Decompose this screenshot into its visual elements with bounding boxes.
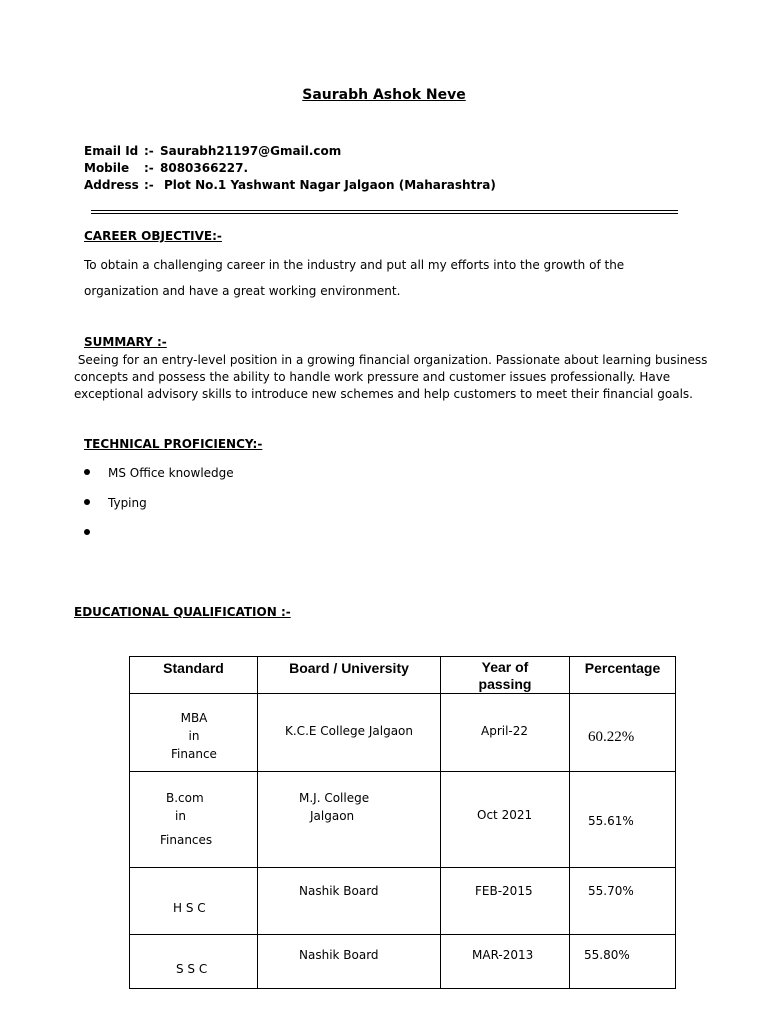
board-text: Nashik Board [299,884,379,898]
year-text: Oct 2021 [477,808,533,822]
standard-text: Finance [171,747,217,761]
board-cell [258,935,441,989]
contact-label: Mobile [84,161,130,175]
year-text: April-22 [481,724,529,738]
summary-line: concepts and possess the ability to handle work pressure and customer issues professionally. Have [74,370,671,384]
email-value: Saurabh21197@Gmail.com [160,144,342,158]
address-value: Plot No.1 Yashwant Nagar Jalgaon (Maharashtra) [164,178,496,192]
technical-proficiency-heading: TECHNICAL PROFICIENCY:- [84,437,263,451]
contact-email-row [84,143,496,160]
board-cell [258,772,441,868]
header-divider-bottom [91,213,678,214]
standard-cell [130,694,258,772]
percentage-text: 55.61% [588,814,634,828]
contact-details [84,143,496,194]
education-table [129,656,676,989]
percentage-text: 55.80% [584,948,630,962]
educational-qualification-heading: EDUCATIONAL QUALIFICATION :- [74,605,291,619]
bullet-icon [84,469,90,475]
column-header-percentage: Percentage [570,657,676,694]
career-objective-line: organization and have a great working environment. [84,284,401,298]
year-text: FEB-2015 [475,884,533,898]
summary-line: Seeing for an entry-level position in a growing financial organization. Passionate about learning business [74,353,708,367]
contact-address-row [84,177,496,194]
board-text: K.C.E College Jalgaon [285,724,414,738]
percentage-text: 60.22% [588,729,635,745]
contact-separator: :- [144,144,154,158]
standard-text: in [188,729,200,743]
standard-text: H S C [173,901,206,915]
table-row [130,868,676,935]
table-header-row [130,657,676,694]
summary-line: exceptional advisory skills to introduce new schemes and help customers to meet their financial goals. [74,387,693,401]
contact-label: Email Id [84,144,139,158]
contact-label: Address [84,178,139,192]
skill-text: MS Office knowledge [108,466,234,480]
column-header-board: Board / University [258,657,441,694]
percentage-cell [570,868,676,935]
standard-cell [130,935,258,989]
standard-text: S S C [176,962,208,976]
standard-text: MBA [180,711,208,725]
skill-text: Typing [108,496,147,510]
percentage-cell [570,694,676,772]
standard-cell [130,772,258,868]
table-row [130,694,676,772]
board-text: M.J. College [299,791,370,805]
candidate-name: Saurabh Ashok Neve [302,87,466,103]
contact-mobile-row [84,160,496,177]
career-objective-line: To obtain a challenging career in the industry and put all my efforts into the growth of the [84,258,625,272]
column-header-year: Year of passing [441,657,570,694]
board-text: Nashik Board [299,948,379,962]
year-cell [441,868,570,935]
standard-text: Finances [160,833,213,847]
summary-heading: SUMMARY :- [84,335,167,349]
summary-text [74,352,708,403]
table-row [130,935,676,989]
standard-text: in [175,809,186,823]
header-divider-top [91,210,678,211]
percentage-text: 55.70% [588,884,634,898]
mobile-value: 8080366227. [160,161,249,175]
standard-text: B.com [166,791,204,805]
year-text: MAR-2013 [472,948,534,962]
board-cell [258,694,441,772]
contact-separator: :- [144,161,154,175]
career-objective-heading: CAREER OBJECTIVE:- [84,229,222,243]
percentage-cell [570,935,676,989]
contact-separator: :- [144,178,154,192]
bullet-icon [84,529,90,535]
board-cell [258,868,441,935]
standard-cell [130,868,258,935]
board-text: Jalgaon [310,809,355,823]
bullet-icon [84,499,90,505]
column-header-standard: Standard [130,657,258,694]
year-cell [441,772,570,868]
table-row [130,772,676,868]
percentage-cell [570,772,676,868]
year-cell [441,694,570,772]
career-objective-text [84,252,644,304]
year-cell [441,935,570,989]
